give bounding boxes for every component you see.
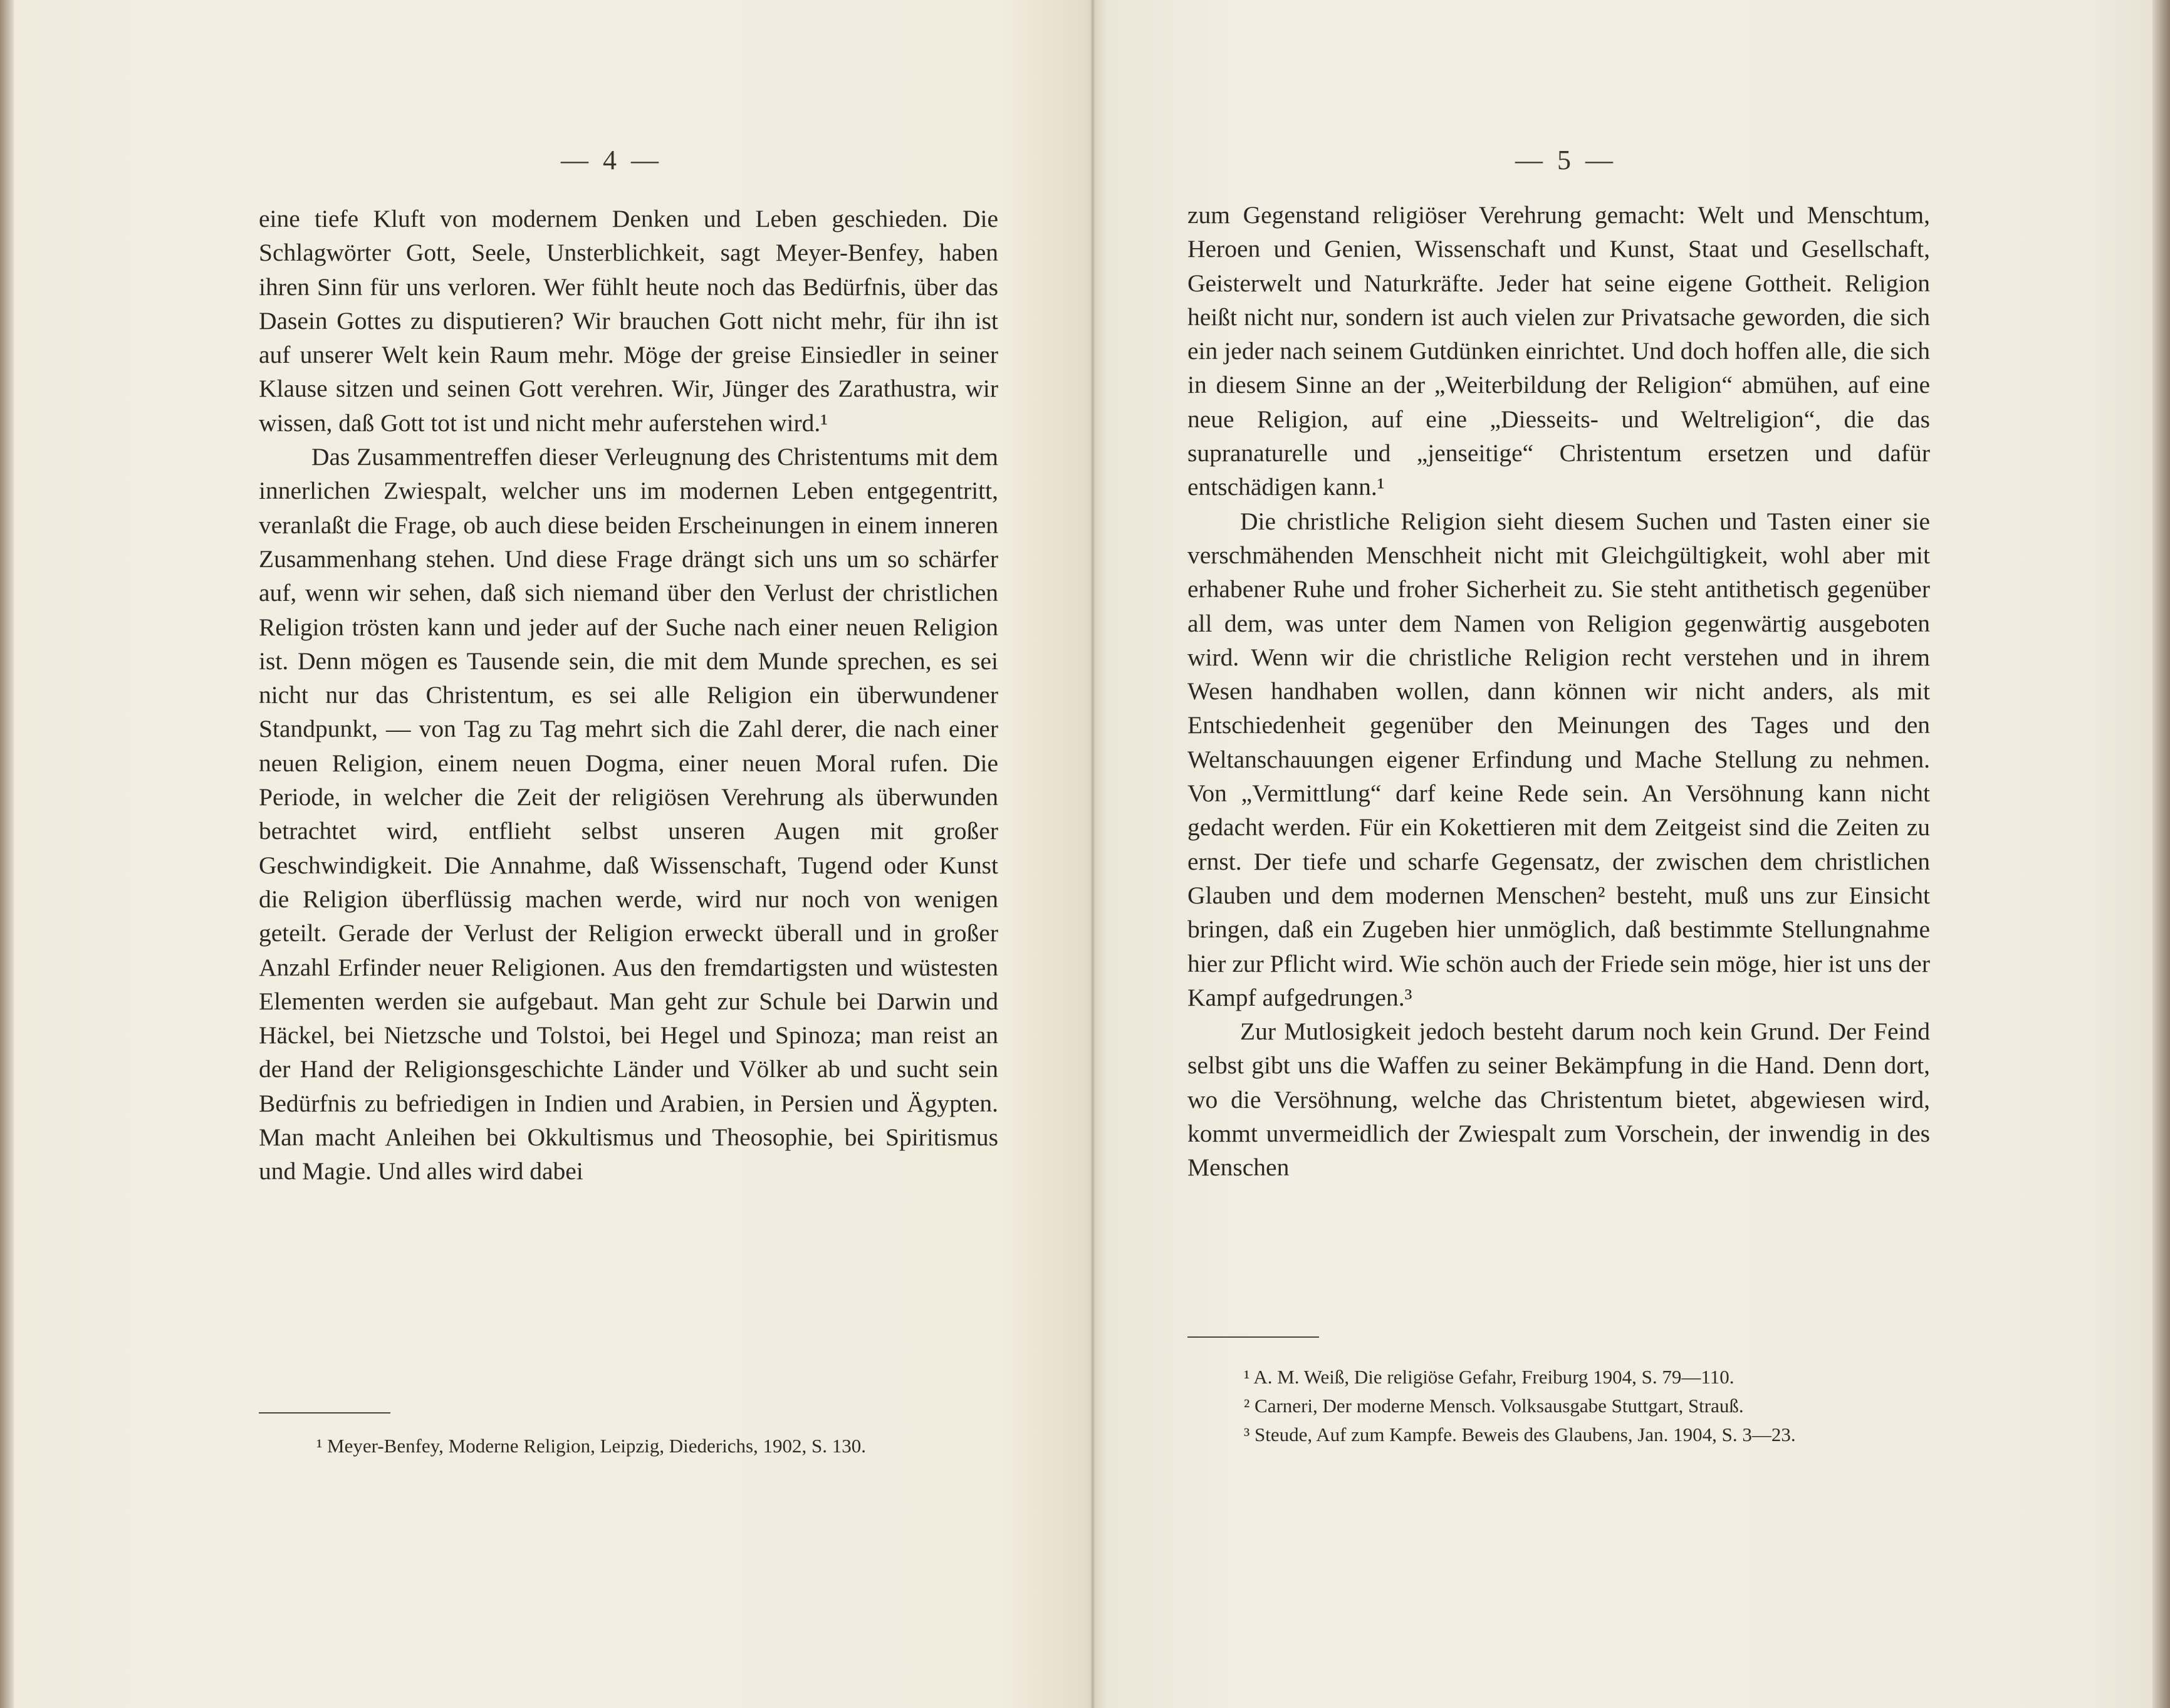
left-page-number: — 4 — xyxy=(561,145,662,175)
footnote-right-1: ¹ A. M. Weiß, Die religiöse Gefahr, Freiburg 1904, S. 79—110. xyxy=(1244,1366,1734,1388)
right-paragraph-1: zum Gegenstand religiöser Verehrung gemacht: Welt und Menschtum, Heroen und Genien, Wissenschaft und Kunst, Staat und Gesellschaft, Geisterwelt und Naturkräfte. Jeder hat seine eigene Gottheit. Religion heißt nicht nur, sondern ist auch vielen zur Privatsache geworden, die sich ein jeder nach seinem Gutdünken einrichtet. Und doch hoffen alle, die sich in diesem Sinne an der „Weiterbildung der Religion“ abmühen, auf eine neue Religion, auf eine „Diesseits- und Weltreligion“, die das supranaturelle und „jenseitige“ Christentum ersetzen und dafür entschädigen kann.¹ xyxy=(1187,201,1930,501)
right-paragraph-2: Die christliche Religion sieht diesem Suchen und Tasten einer sie verschmähenden Menschheit nicht mit Gleichgültigkeit, wohl aber mit erhabener Ruhe und froher Sicherheit zu. Sie steht antithetisch gegenüber all dem, was unter dem Namen von Religion gegenwärtig ausgeboten wird. Wenn wir die christliche Religion recht verstehen und in ihrem Wesen handhaben wollen, dann können wir nicht anders, als mit Entschiedenheit gegenüber den Meinungen des Tages und den Weltanschauungen eigener Erfindung und Mache Stellung zu nehmen. Von „Vermittlung“ darf keine Rede sein. An Versöhnung kann nicht gedacht werden. Für ein Kokettieren mit dem Zeitgeist sind die Zeiten zu ernst. Der tiefe und scharfe Gegensatz, der zwischen dem christlichen Glauben und dem modernen Menschen² besteht, muß uns zur Einsicht bringen, daß ein Zugeben hier unmöglich, daß bestimmte Stellungnahme hier zur Pflicht wird. Wie schön auch der Friede sein möge, hier ist uns der Kampf aufgedrungen.³ xyxy=(1187,507,1930,1011)
right-page-number: — 5 — xyxy=(1515,145,1617,175)
footnote-left-1: ¹ Meyer-Benfey, Moderne Religion, Leipzig, Diederichs, 1902, S. 130. xyxy=(316,1435,867,1457)
footnote-right-2: ² Carneri, Der moderne Mensch. Volksausgabe Stuttgart, Strauß. xyxy=(1244,1395,1744,1417)
left-footnotes xyxy=(316,1432,866,1461)
book-spine xyxy=(1091,0,1095,1708)
left-page-edge xyxy=(0,0,14,1708)
right-page-body xyxy=(1187,198,1930,1185)
left-paragraph-2: Das Zusammentreffen dieser Verleugnung des Christentums mit dem innerlichen Zwiespalt, welcher uns im modernen Leben entgegentritt, veranlaßt die Frage, ob auch diese beiden Erscheinungen in einem inneren Zusammenhang stehen. Und diese Frage drängt sich uns um so schärfer auf, wenn wir sehen, daß sich niemand über den Verlust der christlichen Religion trösten kann und jeder auf der Suche nach einer neuen Religion ist. Denn mögen es Tausende sein, die mit dem Munde sprechen, es sei nicht nur das Christentum, es sei alle Religion ein überwundener Standpunkt, — von Tag zu Tag mehrt sich die Zahl derer, die nach einer neuen Religion, einem neuen Dogma, einer neuen Moral rufen. Die Periode, in welcher die Zeit der religiösen Verehrung als überwunden betrachtet wird, entflieht selbst unseren Augen mit großer Geschwindigkeit. Die Annahme, daß Wissenschaft, Tugend oder Kunst die Religion überflüssig machen werde, wird nur noch von wenigen geteilt. Gerade der Verlust der Religion erweckt überall und in großer Anzahl Erfinder neuer Religionen. Aus den fremdartigsten und wüstesten Elementen werden sie aufgebaut. Man geht zur Schule bei Darwin und Häckel, bei Nietzsche und Tolstoi, bei Hegel und Spinoza; man reist an der Hand der Religionsgeschichte Länder und Völker ab und sucht sein Bedürfnis zu befriedigen in Indien und Arabien, in Persien und Ägypten. Man macht Anleihen bei Okkultismus und Theosophie, bei Spiritismus und Magie. Und alles wird dabei xyxy=(259,443,998,1185)
left-page-body xyxy=(259,202,998,1189)
footnote-right-3: ³ Steude, Auf zum Kampfe. Beweis des Glaubens, Jan. 1904, S. 3—23. xyxy=(1244,1424,1796,1445)
left-footnote-rule xyxy=(259,1412,390,1414)
right-paragraph-3: Zur Mutlosigkeit jedoch besteht darum noch kein Grund. Der Feind selbst gibt uns die Waffen zu seiner Bekämpfung in die Hand. Denn dort, wo die Versöhnung, welche das Christentum bietet, abgewiesen wird, kommt unvermeidlich der Zwiespalt zum Vorschein, der inwendig in des Menschen xyxy=(1187,1018,1930,1182)
right-footnotes xyxy=(1244,1363,1796,1449)
right-page-edge xyxy=(2152,0,2170,1708)
right-footnote-rule xyxy=(1187,1336,1319,1338)
left-paragraph-1: eine tiefe Kluft von modernem Denken und Leben geschieden. Die Schlagwörter Gott, Seele, Unsterblichkeit, sagt Meyer-Benfey, haben ihren Sinn für uns verloren. Wer fühlt heute noch das Bedürfnis, über das Dasein Gottes zu disputieren? Wir brauchen Gott nicht mehr, für ihn ist auf unserer Welt kein Raum mehr. Möge der greise Einsiedler in seiner Klause sitzen und seinen Gott verehren. Wir, Jünger des Zarathustra, wir wissen, daß Gott tot ist und nicht mehr auferstehen wird.¹ xyxy=(259,205,998,437)
